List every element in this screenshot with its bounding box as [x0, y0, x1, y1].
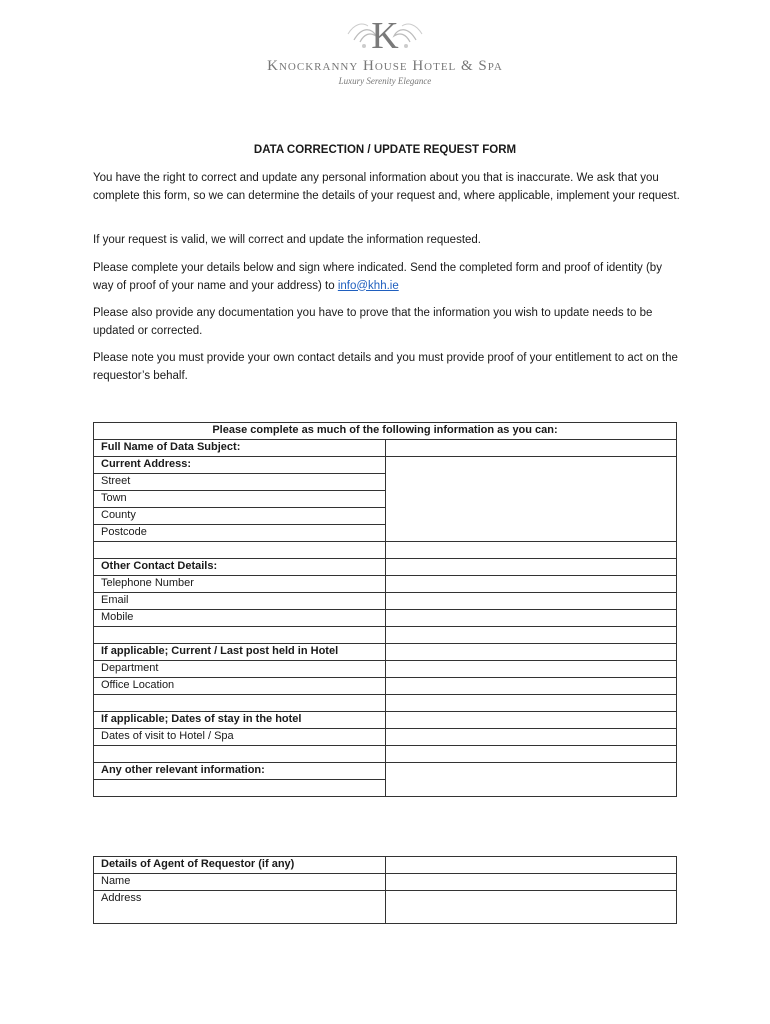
town-label: Town	[94, 491, 386, 508]
table-row-spacer	[94, 542, 677, 559]
other-info-extra-cell[interactable]	[94, 780, 386, 797]
agent-name-label: Name	[94, 874, 386, 891]
postcode-label: Postcode	[94, 525, 386, 542]
table-row	[94, 857, 677, 874]
full-name-label: Full Name of Data Subject:	[94, 440, 386, 457]
other-info-label: Any other relevant information:	[94, 763, 386, 780]
table-row	[94, 874, 677, 891]
table-row	[94, 891, 677, 924]
intro-paragraph-documentation: Please also provide any documentation you have to prove that the information you wish to update needs to be updated or corrected.	[93, 307, 653, 337]
logo-k-emblem-icon	[340, 12, 430, 58]
table-row	[94, 661, 677, 678]
agent-details-field[interactable]	[386, 857, 677, 874]
dates-of-visit-field[interactable]	[385, 729, 677, 746]
intro-paragraph-contact: Please note you must provide your own contact details and you must provide proof of your entitlement to act on the requestor’s behalf.	[93, 352, 678, 382]
spacer-cell	[385, 627, 677, 644]
other-contact-label: Other Contact Details:	[94, 559, 386, 576]
stay-dates-label: If applicable; Dates of stay in the hotel	[94, 712, 386, 729]
table-row	[94, 576, 677, 593]
table-row	[94, 593, 677, 610]
spacer-cell	[94, 627, 386, 644]
agent-table	[93, 856, 677, 924]
table-row-spacer	[94, 746, 677, 763]
table-row	[94, 712, 677, 729]
telephone-field[interactable]	[385, 576, 677, 593]
table-row	[94, 440, 677, 457]
street-label: Street	[94, 474, 386, 491]
table-row	[94, 763, 677, 780]
post-held-field[interactable]	[385, 644, 677, 661]
email-field[interactable]	[385, 593, 677, 610]
hotel-name: Knockranny House Hotel & Spa	[267, 58, 503, 74]
intro-paragraph-valid: If your request is valid, we will correct and update the information requested.	[93, 234, 482, 246]
email-label: Email	[94, 593, 386, 610]
table-row	[94, 457, 677, 474]
intro-paragraph-rights: You have the right to correct and update any personal information about you that is inaccurate. We ask that you complete this form, so we can determine the details of your request and, where applicable, implement your request.	[93, 172, 680, 202]
county-label: County	[94, 508, 386, 525]
other-contact-field[interactable]	[385, 559, 677, 576]
spacer-cell	[94, 542, 386, 559]
office-location-label: Office Location	[94, 678, 386, 695]
dates-of-visit-label: Dates of visit to Hotel / Spa	[94, 729, 386, 746]
instructions-text: Please complete your details below and sign where indicated. Send the completed form and proof of identity (by way of proof of your name and your address) to	[93, 262, 662, 292]
data-subject-table	[93, 422, 677, 797]
spacer-cell	[385, 746, 677, 763]
full-name-field[interactable]	[385, 440, 677, 457]
hotel-logo	[0, 12, 770, 86]
department-field[interactable]	[385, 661, 677, 678]
table-row-spacer	[94, 627, 677, 644]
mobile-field[interactable]	[385, 610, 677, 627]
table-row	[94, 678, 677, 695]
hotel-tagline: Luxury Serenity Elegance	[338, 76, 432, 86]
form-title: DATA CORRECTION / UPDATE REQUEST FORM	[253, 144, 517, 156]
current-address-label: Current Address:	[94, 457, 386, 474]
telephone-label: Telephone Number	[94, 576, 386, 593]
spacer-cell	[385, 542, 677, 559]
table-row-spacer	[94, 695, 677, 712]
table-row	[94, 729, 677, 746]
intro-paragraph-instructions	[93, 260, 683, 295]
spacer-cell	[385, 695, 677, 712]
post-held-label: If applicable; Current / Last post held in Hotel	[94, 644, 386, 661]
logo-letter: K	[371, 15, 399, 57]
email-link[interactable]: info@khh.ie	[337, 279, 399, 292]
stay-dates-field[interactable]	[385, 712, 677, 729]
mobile-label: Mobile	[94, 610, 386, 627]
table-row	[94, 559, 677, 576]
department-label: Department	[94, 661, 386, 678]
agent-address-label: Address	[94, 891, 386, 924]
other-info-field[interactable]	[385, 763, 677, 797]
spacer-cell	[94, 746, 386, 763]
current-address-field[interactable]	[385, 457, 677, 542]
agent-address-field[interactable]	[386, 891, 677, 924]
office-location-field[interactable]	[385, 678, 677, 695]
table-header: Please complete as much of the following information as you can:	[94, 423, 677, 440]
table-row	[94, 610, 677, 627]
agent-details-label: Details of Agent of Requestor (if any)	[94, 857, 386, 874]
spacer-cell	[94, 695, 386, 712]
table-row	[94, 644, 677, 661]
table-header-row	[94, 423, 677, 440]
agent-name-field[interactable]	[386, 874, 677, 891]
